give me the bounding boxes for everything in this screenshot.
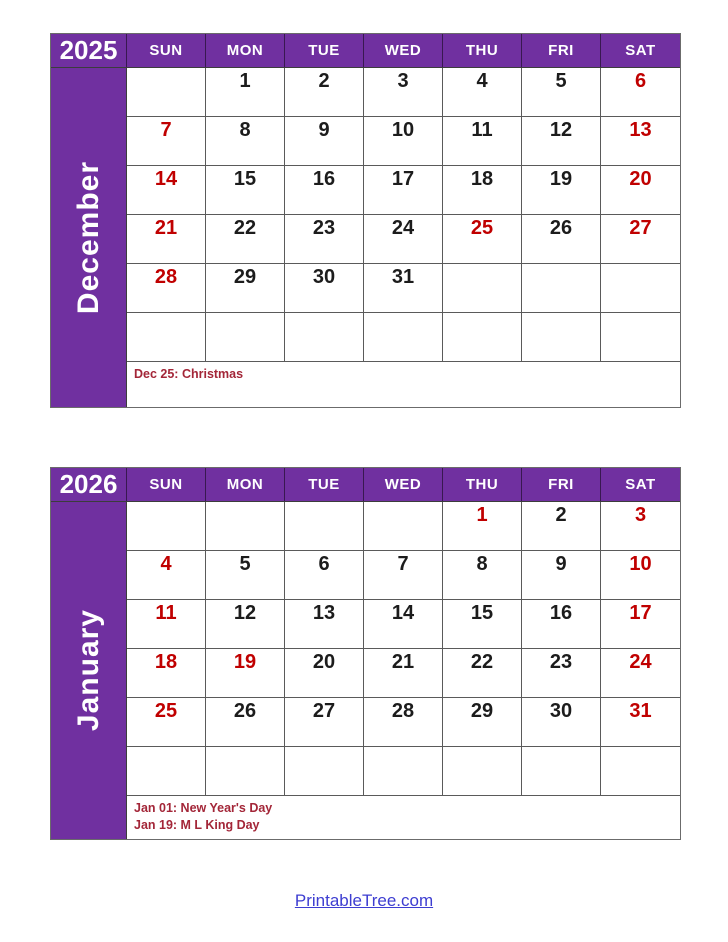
date-cell: 11 (127, 600, 206, 649)
date-cell: 21 (364, 649, 443, 698)
date-cell: 21 (127, 215, 206, 264)
holiday-notes (127, 362, 680, 407)
holiday-note: Jan 19: M L King Day (134, 818, 260, 832)
date-cell: 20 (601, 166, 680, 215)
date-cell: 5 (206, 551, 285, 600)
date-cell: 23 (285, 215, 364, 264)
year-label: 2026 (51, 468, 127, 501)
date-cell: 1 (443, 502, 522, 551)
date-cell: 31 (364, 264, 443, 313)
date-cell: 18 (443, 166, 522, 215)
date-cell (522, 313, 601, 362)
date-cell (127, 747, 206, 796)
date-cell: 29 (443, 698, 522, 747)
date-cell: 4 (443, 68, 522, 117)
date-cell: 3 (601, 502, 680, 551)
date-cell: 2 (285, 68, 364, 117)
date-cell: 28 (127, 264, 206, 313)
date-cell: 31 (601, 698, 680, 747)
date-cell: 14 (364, 600, 443, 649)
day-header: WED (364, 34, 443, 67)
date-cell: 27 (601, 215, 680, 264)
date-cell (443, 313, 522, 362)
holiday-notes (127, 796, 680, 839)
date-cell (127, 313, 206, 362)
date-cell: 5 (522, 68, 601, 117)
date-cell: 6 (285, 551, 364, 600)
date-cell (443, 264, 522, 313)
date-cell (601, 747, 680, 796)
date-cell: 9 (285, 117, 364, 166)
day-header: WED (364, 468, 443, 501)
date-cell (364, 747, 443, 796)
date-cell: 15 (443, 600, 522, 649)
date-grid (127, 502, 680, 796)
date-cell: 18 (127, 649, 206, 698)
date-cell: 12 (206, 600, 285, 649)
day-header: THU (443, 468, 522, 501)
holiday-note: Jan 01: New Year's Day (134, 801, 273, 815)
day-header: THU (443, 34, 522, 67)
calendar-block-december-2025 (50, 33, 681, 408)
date-cell (364, 313, 443, 362)
day-header: FRI (522, 34, 601, 67)
date-cell: 9 (522, 551, 601, 600)
date-cell: 22 (443, 649, 522, 698)
date-cell: 8 (206, 117, 285, 166)
calendar-header-row (51, 468, 680, 502)
date-cell: 30 (522, 698, 601, 747)
date-cell (443, 747, 522, 796)
day-header: MON (206, 468, 285, 501)
date-cell (127, 502, 206, 551)
date-cell: 7 (127, 117, 206, 166)
year-label: 2025 (51, 34, 127, 67)
date-grid (127, 68, 680, 362)
date-cell: 24 (364, 215, 443, 264)
date-cell: 16 (522, 600, 601, 649)
date-cell: 14 (127, 166, 206, 215)
date-cell: 10 (601, 551, 680, 600)
day-header: SUN (127, 34, 206, 67)
date-cell: 15 (206, 166, 285, 215)
date-cell: 13 (601, 117, 680, 166)
day-header: SUN (127, 468, 206, 501)
date-cell (206, 502, 285, 551)
date-cell (522, 747, 601, 796)
date-cell: 2 (522, 502, 601, 551)
day-header: FRI (522, 468, 601, 501)
day-header: MON (206, 34, 285, 67)
date-cell: 6 (601, 68, 680, 117)
date-cell: 20 (285, 649, 364, 698)
printabletree-link[interactable]: PrintableTree.com (294, 891, 434, 910)
day-header: TUE (285, 468, 364, 501)
date-cell (601, 264, 680, 313)
month-label: December (71, 160, 105, 315)
date-cell: 28 (364, 698, 443, 747)
date-cell: 26 (522, 215, 601, 264)
holiday-note: Dec 25: Christmas (134, 367, 244, 381)
day-header: SAT (625, 476, 656, 493)
calendar-block-january-2026 (50, 467, 681, 840)
date-cell: 19 (206, 649, 285, 698)
date-cell (285, 313, 364, 362)
month-sidebar (51, 68, 127, 407)
date-cell (206, 747, 285, 796)
date-cell: 10 (364, 117, 443, 166)
date-cell: 17 (364, 166, 443, 215)
date-cell: 23 (522, 649, 601, 698)
date-cell: 13 (285, 600, 364, 649)
month-sidebar (51, 502, 127, 839)
calendar-header-row (51, 34, 680, 68)
date-cell: 16 (285, 166, 364, 215)
page-footer (0, 891, 728, 911)
date-cell: 24 (601, 649, 680, 698)
day-header: SAT (625, 42, 656, 59)
date-cell (285, 502, 364, 551)
date-cell: 22 (206, 215, 285, 264)
date-cell (522, 264, 601, 313)
date-cell: 11 (443, 117, 522, 166)
date-cell: 17 (601, 600, 680, 649)
date-cell: 7 (364, 551, 443, 600)
day-header: TUE (285, 34, 364, 67)
date-cell: 19 (522, 166, 601, 215)
date-cell: 3 (364, 68, 443, 117)
month-label: January (71, 609, 105, 732)
date-cell (206, 313, 285, 362)
date-cell (285, 747, 364, 796)
date-cell: 25 (443, 215, 522, 264)
date-cell: 26 (206, 698, 285, 747)
date-cell: 29 (206, 264, 285, 313)
date-cell (364, 502, 443, 551)
date-cell: 8 (443, 551, 522, 600)
date-cell: 4 (127, 551, 206, 600)
date-cell: 30 (285, 264, 364, 313)
date-cell: 25 (127, 698, 206, 747)
date-cell (127, 68, 206, 117)
date-cell: 1 (206, 68, 285, 117)
date-cell: 12 (522, 117, 601, 166)
date-cell (601, 313, 680, 362)
date-cell: 27 (285, 698, 364, 747)
